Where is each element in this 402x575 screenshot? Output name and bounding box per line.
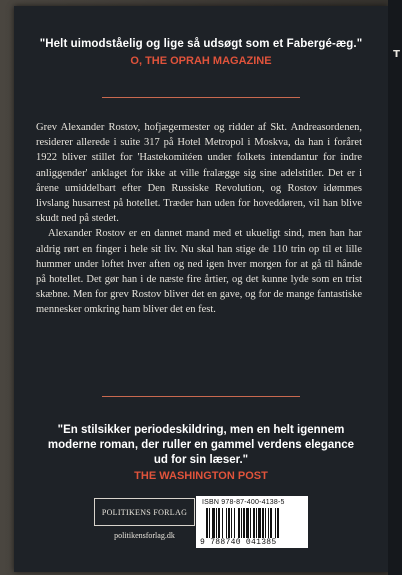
publisher-logo-box [94, 498, 195, 526]
top-quote-source: O, THE OPRAH MAGAZINE [130, 55, 272, 67]
bottom-quote-source: THE WASHINGTON POST [134, 470, 268, 482]
barcode-digits: 9 788740 041385 [200, 538, 277, 547]
blurb-paragraph-2: Alexander Rostov er en dannet mand med et ukueligt sind, men han har aldrig rørt en finger i hele sit liv. Nu skal han stige de 110 trin op til et lille hummer under loftet hver aften og ned igen hver morgen for at gå til hånde på hotellet. Det gør han i de næste fire årtier, og det kunne lyde som en trist skæbne. Men for grev Rostov bliver det en gave, og for de mange fantastiske mennesker omkring ham bliver det en fest. [36, 228, 362, 316]
spine-letter: T [393, 49, 400, 60]
top-quote: "Helt uimodståelig og lige så udsøgt som et Fabergé-æg." [39, 38, 363, 50]
book-spine [388, 0, 402, 575]
barcode-label [196, 496, 308, 548]
divider-bottom [102, 396, 300, 397]
barcode-icon [206, 508, 298, 538]
bottom-quote: "En stilsikker periodeskildring, men en helt igennem moderne roman, der ruller en gammel verdens elegance ud for sin læser." [47, 424, 355, 466]
isbn-number: ISBN 978-87-400-4138-5 [202, 499, 285, 506]
blurb-paragraph-1: Grev Alexander Rostov, hofjægermester og ridder af Skt. Andreasordenen, residerer allerede i suite 317 på Hotel Metropol i Moskva, da han i foråret 1922 bliver stillet for 'Hastekomitéen under folkets intendantur for indre anliggender' anklaget for ikke at ville fralægge sig sine adelstitler. Det er i årene umiddelbart efter Den Russiske Revolution, og Rostov idømmes livslang husarrest på hotellet. Træder han uden for hoveddøren, vil han blive skudt ned på stedet. [36, 122, 362, 225]
divider-top [102, 97, 300, 98]
blurb [36, 120, 362, 318]
publisher-url: politikensforlag.dk [114, 531, 175, 540]
publisher-name: POLITIKENS FORLAG [101, 507, 188, 517]
